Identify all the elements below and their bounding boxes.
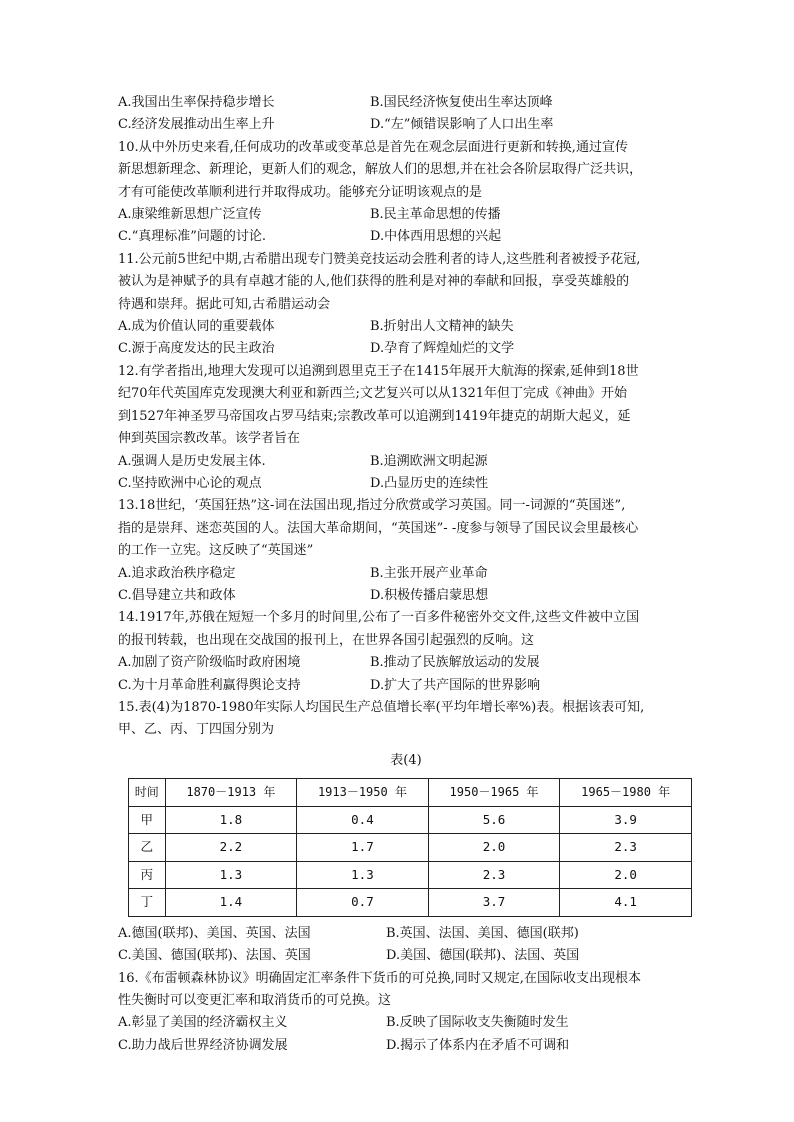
q11-options-row-2	[118, 338, 694, 360]
q10-options-row-2	[118, 226, 694, 248]
q14-option-c[interactable]: C.为十月革命胜利赢得舆论支持	[118, 677, 301, 693]
q9-option-a[interactable]: A.我国出生率保持稳步增长	[118, 95, 275, 110]
q11-option-d[interactable]: D.孕育了辉煌灿烂的文学	[370, 341, 515, 357]
q12-option-b[interactable]: B.追溯欧洲文明起源	[370, 453, 488, 469]
table-cell: 2.3	[428, 861, 560, 889]
q11-option-c[interactable]: C.源于高度发达的民主政治	[118, 341, 275, 357]
table-cell: 1.3	[165, 861, 297, 889]
table-cell: 4.1	[560, 889, 692, 917]
q12-stem-line-1: 12.有学者指出,地理大发现可以追溯到恩里克王子在1415年展开大航海的探索,延伸到18世	[118, 363, 639, 379]
table-row-label: 乙	[129, 834, 166, 862]
q15-options-row-2	[118, 945, 694, 967]
q16-options-row-2	[118, 1035, 694, 1057]
table-cell: 2.2	[165, 834, 297, 862]
table-cell: 0.7	[297, 889, 429, 917]
q10-stem-line-1: 10.从中外历史来看,任何成功的改革或变革总是首先在观念层面进行更新和转换,通过宣传	[118, 139, 628, 155]
q9-options-row-2	[118, 114, 694, 136]
q14-option-b[interactable]: B.推动了民族解放运动的发展	[370, 655, 540, 671]
table-header-cell: 1913－1950 年	[297, 779, 429, 807]
q14-option-d[interactable]: D.扩大了共产国际的世界影响	[370, 677, 541, 693]
table-header-cell: 1965－1980 年	[560, 779, 692, 807]
q15-options-row-1	[118, 923, 694, 945]
table-cell: 1.8	[165, 806, 297, 834]
q14-stem-line-2: 的报刊转载，也出现在交战国的报刊上，在世界各国引起强烈的反响。这	[118, 632, 535, 648]
q10-options-row-1	[118, 204, 694, 226]
q14-options-row-1	[118, 652, 694, 674]
table-caption: 表(4)	[390, 752, 422, 768]
q16-option-b[interactable]: B.反映了国际收支失衡随时发生	[386, 1015, 569, 1031]
q10-option-b[interactable]: B.民主革命思想的传播	[370, 207, 501, 223]
q15-stem-line-2: 甲、乙、丙、丁四国分别为	[118, 722, 275, 738]
q12-option-a[interactable]: A.强调人是历史发展主体.	[118, 453, 266, 469]
q13-options-row-1	[118, 563, 694, 585]
q9-option-c[interactable]: C.经济发展推动出生率上升	[118, 117, 275, 133]
q15-option-a[interactable]: A.德国(联邦)、美国、英国、法国	[118, 925, 311, 941]
table-row	[129, 806, 692, 834]
growth-rate-table	[128, 778, 692, 917]
q12-stem-line-4: 伸到英国宗教改革。该学者旨在	[118, 431, 301, 447]
q10-option-d[interactable]: D.中体西用思想的兴起	[370, 229, 502, 245]
q10-stem-line-2: 新思想新理念、新理论，更新人们的观念，解放人们的思想,并在社会各阶层取得广泛共识，	[118, 162, 643, 178]
q15-option-b[interactable]: B.英国、法国、美国、德国(联邦)	[386, 925, 579, 941]
table-cell: 1.7	[297, 834, 429, 862]
exam-page	[118, 92, 694, 1057]
q13-stem-line-3: 的工作一立宪。这反映了“英国迷”	[118, 543, 314, 559]
table-header-cell: 时间	[129, 779, 166, 807]
q9-options-row-1	[118, 92, 694, 114]
q12-options-row-2	[118, 473, 694, 495]
q14-stem-line-1: 14.1917年,苏俄在短短一个多月的时间里,公布了一百多件秘密外交文件,这些文件被中立国	[118, 610, 640, 626]
q11-option-a[interactable]: A.成为价值认同的重要载体	[118, 319, 275, 335]
table-header-cell: 1870－1913 年	[165, 779, 297, 807]
q10-option-c[interactable]: C.“真理标准”问题的讨论.	[118, 229, 267, 245]
q10-option-a[interactable]: A.康梁维新思想广泛宣传	[118, 207, 262, 223]
q16-option-d[interactable]: D.揭示了体系内在矛盾不可调和	[386, 1037, 570, 1053]
table-row-label: 丁	[129, 889, 166, 917]
q12-option-c[interactable]: C.坚持欧洲中心论的观点	[118, 475, 262, 491]
q13-option-a[interactable]: A.追求政治秩序稳定	[118, 565, 236, 581]
q9-option-d[interactable]: D.“左”倾错误影响了人口出生率	[370, 117, 554, 133]
q11-option-b[interactable]: B.折射出人文精神的缺失	[370, 319, 514, 335]
q12-stem-line-2: 纪70年代英国库克发现澳大利亚和新西兰;文艺复兴可以从1321年但丁完成《神曲》开始	[118, 386, 628, 402]
table-row	[129, 889, 692, 917]
table-cell: 2.3	[560, 834, 692, 862]
q15-option-c[interactable]: C.美国、德国(联邦)、法国、英国	[118, 948, 311, 964]
q13-option-d[interactable]: D.积极传播启蒙思想	[370, 587, 489, 603]
table-cell: 1.3	[297, 861, 429, 889]
table-cell: 3.9	[560, 806, 692, 834]
q10-stem-line-3: 才有可能使改革顺利进行并取得成功。能够充分证明该观点的是	[118, 184, 483, 200]
table-row	[129, 861, 692, 889]
q16-stem-line-1: 16.《布雷顿森林协议》明确固定汇率条件下货币的可兑换,同时又规定,在国际收支出现根本	[118, 970, 641, 986]
q13-stem-line-2: 指的是崇拜、迷恋英国的人。法国大革命期间，“英国迷”- -度参与领导了国民议会里最核心	[118, 520, 639, 536]
table-header-row	[129, 779, 692, 807]
q12-stem-line-3: 到1527年神圣罗马帝国攻占罗马结束;宗教改革可以追溯到1419年捷克的胡斯大起义，延	[118, 408, 631, 424]
table-cell: 0.4	[297, 806, 429, 834]
table-row-label: 丙	[129, 861, 166, 889]
q16-option-c[interactable]: C.助力战后世界经济协调发展	[118, 1037, 288, 1053]
q13-stem-line-1: 13.18世纪，‘英国狂热”这-词在法国出现,指过分欣赏或学习英国。同一-词源的“英国迷”,	[118, 498, 626, 514]
q14-option-a[interactable]: A.加剧了资产阶级临时政府困境	[118, 655, 301, 671]
q11-stem-line-2: 被认为是神赋予的具有卓越才能的人,他们获得的胜利是对神的奉献和回报，享受英雄般的	[118, 274, 630, 290]
table-header-cell: 1950－1965 年	[428, 779, 560, 807]
table-cell: 5.6	[428, 806, 560, 834]
table-row	[129, 834, 692, 862]
q12-option-d[interactable]: D.凸显历史的连续性	[370, 475, 489, 491]
table-cell: 3.7	[428, 889, 560, 917]
q15-stem-line-1: 15.表(4)为1870-1980年实际人均国民生产总值增长率(平均年增长率%)表。根据该表可知,	[118, 699, 645, 715]
q16-stem-line-2: 性失衡时可以变更汇率和取消货币的可兑换。这	[118, 992, 392, 1008]
table-cell: 2.0	[560, 861, 692, 889]
table-cell: 1.4	[165, 889, 297, 917]
q11-stem-line-3: 待遇和崇拜。据此可知,古希腊运动会	[118, 296, 331, 312]
table-cell: 2.0	[428, 834, 560, 862]
q16-option-a[interactable]: A.彰显了美国的经济霸权主义	[118, 1015, 288, 1031]
table-row-label: 甲	[129, 806, 166, 834]
q13-options-row-2	[118, 585, 694, 607]
q13-option-c[interactable]: C.倡导建立共和政体	[118, 587, 236, 603]
q11-options-row-1	[118, 316, 694, 338]
q9-option-b[interactable]: B.国民经济恢复使出生率达顶峰	[370, 95, 553, 110]
q11-stem-line-1: 11.公元前5世纪中期,古希腊出现专门赞美竞技运动会胜利者的诗人,这些胜利者被授予花冠,	[118, 251, 641, 267]
q16-options-row-1	[118, 1012, 694, 1034]
q14-options-row-2	[118, 675, 694, 697]
q15-option-d[interactable]: D.美国、德国(联邦)、法国、英国	[386, 948, 580, 964]
q13-option-b[interactable]: B.主张开展产业革命	[370, 565, 488, 581]
q12-options-row-1	[118, 451, 694, 473]
